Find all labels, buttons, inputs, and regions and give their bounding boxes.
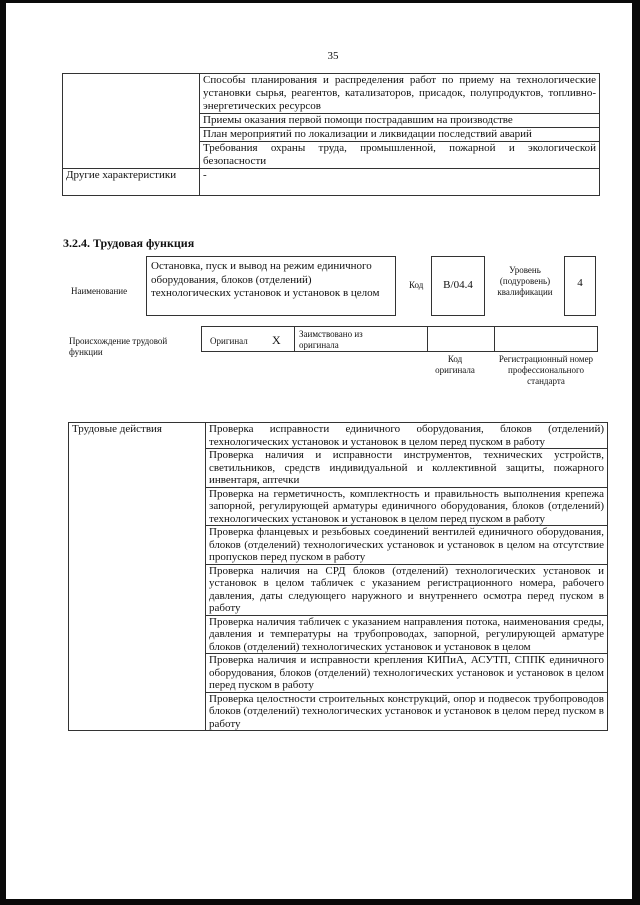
reg-number-label: Регистрационный номер профессионального стандарта: [498, 354, 594, 386]
code-original-label: Код оригинала: [435, 354, 475, 375]
origin-row: [201, 326, 598, 352]
knowledge-row: Способы планирования и распределения работ по приему на технологические установки сырья, реагентов, катализаторов, присадок, полупродуктов, топливно-энергетических ресурсов: [200, 74, 600, 114]
original-mark: X: [272, 333, 281, 347]
origin-divider: [294, 327, 295, 351]
action-item: Проверка исправности единичного оборудования, блоков (отделений) технологических установок и установок в целом перед пуском в работу: [206, 423, 608, 449]
other-characteristics-label: Другие характеристики: [63, 169, 200, 196]
document-page: [6, 3, 632, 899]
action-item: Проверка целостности строительных конструкций, опор и подвесок трубопроводов блоков (отделений) технологических установок и установок в целом перед пуском в работу: [206, 692, 608, 731]
actions-label: Трудовые действия: [69, 423, 206, 731]
action-item: Проверка фланцевых и резьбовых соединений вентилей единичного оборудования, блоков (отделений) технологических установок и установок в целом на отсутствие пропусков перед пуском в работу: [206, 526, 608, 565]
original-label: Оригинал: [210, 336, 248, 346]
borrowed-label: Заимствовано из оригинала: [299, 329, 363, 350]
knowledge-row: План мероприятий по локализации и ликвидации последствий аварий: [200, 128, 600, 142]
knowledge-table-left-cell: [63, 74, 200, 169]
action-item: Проверка наличия на СРД блоков (отделений) технологических установок и установок в целом табличек с указанием регистрационного номера, рабочего давления, даты следующего наружного и внутреннего осмотра перед пуском в работу: [206, 564, 608, 615]
action-item: Проверка на герметичность, комплектность и правильность выполнения крепежа запорной, регулирующей арматуры единичного оборудования, блоков (отделений) технологических установок и установок в целом перед пуском в работу: [206, 487, 608, 526]
name-label: Наименование: [71, 286, 128, 296]
origin-divider: [494, 327, 495, 351]
section-title: 3.2.4. Трудовая функция: [63, 236, 195, 250]
level-value-box: 4: [564, 256, 596, 316]
actions-table: [68, 422, 608, 731]
origin-label: Происхождение трудовой функции: [69, 336, 168, 357]
knowledge-row: Приемы оказания первой помощи пострадавшим на производстве: [200, 114, 600, 128]
action-item: Проверка наличия и исправности крепления КИПиА, АСУТП, СППК единичного оборудования, блоков (отделений) технологических установок и установок в целом перед пуском в работу: [206, 654, 608, 693]
knowledge-table: [62, 73, 600, 196]
code-value-box: B/04.4: [431, 256, 485, 316]
other-characteristics-value: -: [200, 169, 600, 196]
page-number: 35: [327, 50, 339, 62]
action-item: Проверка наличия и исправности инструментов, технических устройств, светильников, средств индивидуальной и коллективной защиты, пожарного инвентаря, аптечки: [206, 449, 608, 488]
knowledge-row: Требования охраны труда, промышленной, пожарной и экологической безопасности: [200, 142, 600, 169]
code-label: Код: [409, 280, 424, 290]
origin-divider: [427, 327, 428, 351]
level-label: Уровень (подуровень) квалификации: [497, 265, 553, 297]
function-name-box: Остановка, пуск и вывод на режим единичного оборудования, блоков (отделений) технологических установок и установок в целом: [146, 256, 396, 316]
action-item: Проверка наличия табличек с указанием направления потока, наименования среды, давления и температуры на трубопроводах, запорной, регулирующей арматуре блоков (отделений) технологических установок и установок в целом: [206, 615, 608, 654]
